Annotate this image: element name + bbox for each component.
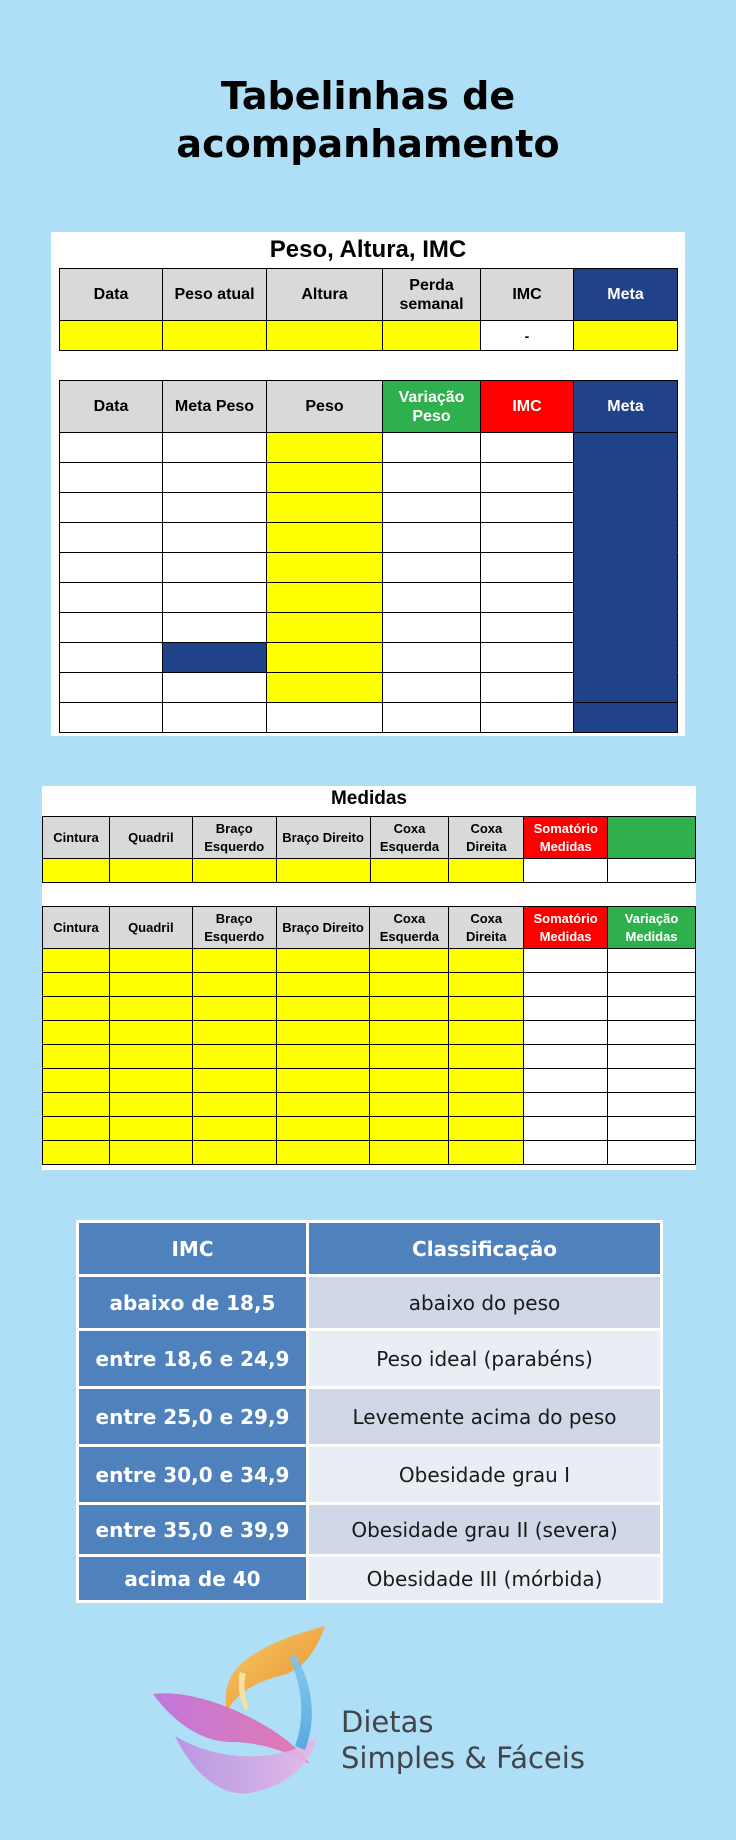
measures-log-result-cell [524, 1117, 608, 1141]
weight-log-cell [163, 703, 267, 733]
measures-log-result-cell [608, 1069, 696, 1093]
measures-summary-cell-cintura[interactable] [43, 859, 110, 883]
log-header-variacao-peso: Variação Peso [383, 381, 481, 433]
imc-class: Obesidade grau I [308, 1446, 662, 1504]
measures-log-input-cell[interactable] [276, 1069, 370, 1093]
imc-row [78, 1276, 662, 1330]
measures-log-input-cell[interactable] [192, 1069, 276, 1093]
brand-name [341, 1704, 585, 1776]
weight-log-cell-variacao-peso [383, 433, 481, 463]
summary-cell-altura[interactable] [267, 321, 383, 351]
measures-log-input-cell[interactable] [449, 973, 524, 997]
measures-summary-cell-somatorio [524, 859, 608, 883]
weight-log-cell-data [60, 523, 163, 553]
weight-log-cell-data [60, 463, 163, 493]
measures-log-input-cell[interactable] [449, 1069, 524, 1093]
measures-log-input-cell[interactable] [449, 1117, 524, 1141]
weight-log-row [60, 613, 678, 643]
measures-log-input-cell[interactable] [276, 1045, 370, 1069]
summary-header-meta: Meta [574, 269, 678, 321]
measures-log-input-cell[interactable] [109, 1021, 192, 1045]
summary-header-perda-semanal: Perda semanal [383, 269, 481, 321]
page-title-line-1: Tabelinhas de [220, 74, 516, 118]
weight-log-cell-data [60, 613, 163, 643]
weight-log-cell-peso[interactable] [267, 433, 383, 463]
measures-log-result-cell [608, 1117, 696, 1141]
weight-log-cell [383, 703, 481, 733]
weight-log-cell-variacao-peso [383, 673, 481, 703]
log-header-meta: Meta [574, 381, 678, 433]
measures-log-result-cell [524, 1045, 608, 1069]
measures-log-input-cell[interactable] [109, 1069, 192, 1093]
weight-log-cell-meta-peso [163, 613, 267, 643]
weight-log-cell-meta [574, 583, 678, 613]
measures-log-input-cell[interactable] [109, 1117, 192, 1141]
weight-log-cell-meta [574, 433, 678, 463]
weight-log-cell-variacao-peso [383, 553, 481, 583]
measures-summary-header-quadril: Quadril [109, 817, 192, 859]
weight-log-cell-variacao-peso [383, 493, 481, 523]
imc-row [78, 1446, 662, 1504]
log-header-meta-peso: Meta Peso [163, 381, 267, 433]
measures-log-input-cell[interactable] [192, 1117, 276, 1141]
measures-log-input-cell[interactable] [449, 997, 524, 1021]
measures-log-header-quadril: Quadril [109, 907, 192, 949]
measures-log-input-cell[interactable] [449, 1045, 524, 1069]
measures-log-input-cell[interactable] [43, 1021, 110, 1045]
measures-summary-header-braco-esquerdo: Braço Esquerdo [192, 817, 276, 859]
imc-class: Levemente acima do peso [308, 1388, 662, 1446]
measures-log-input-cell[interactable] [192, 997, 276, 1021]
brand-swoosh-icon [145, 1624, 345, 1814]
weight-log-row [60, 493, 678, 523]
measures-log-row [43, 1141, 696, 1165]
measures-log-input-cell[interactable] [370, 1117, 449, 1141]
weight-log-cell-imc [481, 613, 574, 643]
imc-row [78, 1330, 662, 1388]
weight-log-cell [574, 703, 678, 733]
weight-log-cell-variacao-peso [383, 523, 481, 553]
weight-log-cell-meta [574, 613, 678, 643]
measures-summary-header-cintura: Cintura [43, 817, 110, 859]
weight-log-cell-data [60, 673, 163, 703]
imc-class: Obesidade III (mórbida) [308, 1556, 662, 1602]
measures-log-input-cell[interactable] [192, 949, 276, 973]
log-header-data: Data [60, 381, 163, 433]
weight-log-cell-meta-peso [163, 523, 267, 553]
weight-log-cell-data [60, 433, 163, 463]
weight-log-cell [60, 703, 163, 733]
measures-log-header-cintura: Cintura [43, 907, 110, 949]
measures-log-row [43, 1117, 696, 1141]
measures-summary-header-coxa-direita: Coxa Direita [449, 817, 524, 859]
weight-log-cell-imc [481, 643, 574, 673]
weight-log-cell-peso[interactable] [267, 643, 383, 673]
measures-log-result-cell [608, 997, 696, 1021]
imc-range: entre 25,0 e 29,9 [78, 1388, 308, 1446]
brand-name-line-2: Simples & Fáceis [341, 1741, 585, 1775]
summary-header-altura: Altura [267, 269, 383, 321]
measures-log-input-cell[interactable] [109, 1093, 192, 1117]
measures-log-body [43, 949, 696, 1165]
measures-log-input-cell[interactable] [109, 1045, 192, 1069]
measures-log-input-cell[interactable] [43, 1093, 110, 1117]
measures-log-input-cell[interactable] [192, 1021, 276, 1045]
measures-log-result-cell [524, 949, 608, 973]
measures-log-input-cell[interactable] [370, 1069, 449, 1093]
measures-summary-cell-quadril[interactable] [109, 859, 192, 883]
measures-log-input-cell[interactable] [370, 1141, 449, 1165]
measures-log-input-cell[interactable] [43, 949, 110, 973]
weight-log-row [60, 553, 678, 583]
weight-log-row [60, 523, 678, 553]
weight-log-cell-peso[interactable] [267, 673, 383, 703]
weight-sheet-title: Peso, Altura, IMC [269, 236, 467, 263]
weight-log-cell-variacao-peso [383, 583, 481, 613]
measures-log-result-cell [524, 1093, 608, 1117]
measures-summary-cell-extra [608, 859, 696, 883]
measures-log-header-coxa-esquerda: Coxa Esquerda [370, 907, 449, 949]
measures-log-result-cell [524, 997, 608, 1021]
measures-log-input-cell[interactable] [276, 997, 370, 1021]
measures-log-input-cell[interactable] [449, 949, 524, 973]
measures-log-row [43, 1045, 696, 1069]
weight-log-cell-imc [481, 673, 574, 703]
summary-cell-peso-atual[interactable] [163, 321, 267, 351]
measures-tracking-sheet [42, 786, 696, 1170]
measures-log-result-cell [608, 1141, 696, 1165]
measures-log-input-cell[interactable] [370, 997, 449, 1021]
weight-log-cell [481, 703, 574, 733]
weight-log-cell-meta [574, 493, 678, 523]
measures-log-result-cell [608, 1045, 696, 1069]
weight-log-cell [267, 703, 383, 733]
measures-log-input-cell[interactable] [276, 1021, 370, 1045]
brand-name-line-1: Dietas [341, 1705, 434, 1739]
measures-log-header-coxa-direita: Coxa Direita [449, 907, 524, 949]
measures-log-input-cell[interactable] [370, 949, 449, 973]
weight-log-cell-imc [481, 433, 574, 463]
imc-range: entre 35,0 e 39,9 [78, 1504, 308, 1556]
measures-log-input-cell[interactable] [370, 973, 449, 997]
measures-log-result-cell [524, 1069, 608, 1093]
weight-log-cell-peso[interactable] [267, 463, 383, 493]
weight-log-cell-data [60, 583, 163, 613]
measures-log-input-cell[interactable] [370, 1021, 449, 1045]
measures-summary-header-blank [608, 817, 696, 859]
measures-log-input-cell[interactable] [276, 1141, 370, 1165]
measures-log-result-cell [608, 1093, 696, 1117]
measures-log-input-cell[interactable] [43, 1141, 110, 1165]
measures-log-row [43, 949, 696, 973]
measures-log-input-cell[interactable] [43, 973, 110, 997]
page-title [0, 72, 736, 168]
weight-log-row [60, 583, 678, 613]
measures-summary-table [42, 816, 696, 883]
summary-header-data: Data [60, 269, 163, 321]
weight-log-cell-peso[interactable] [267, 523, 383, 553]
measures-log-header-braco-esquerdo: Braço Esquerdo [192, 907, 276, 949]
weight-log-cell-meta-peso [163, 493, 267, 523]
measures-log-result-cell [608, 1021, 696, 1045]
imc-range: abaixo de 18,5 [78, 1276, 308, 1330]
measures-log-input-cell[interactable] [43, 1117, 110, 1141]
weight-log-cell-imc [481, 553, 574, 583]
imc-range: entre 18,6 e 24,9 [78, 1330, 308, 1388]
measures-log-input-cell[interactable] [449, 1093, 524, 1117]
page-title-line-2: acompanhamento [176, 122, 560, 166]
weight-log-row [60, 673, 678, 703]
weight-log-cell-data [60, 493, 163, 523]
weight-log-body [60, 433, 678, 733]
measures-summary-cell-braco-direito[interactable] [276, 859, 370, 883]
brand-logo [145, 1624, 685, 1814]
measures-log-header-variacao: Variação Medidas [608, 907, 696, 949]
measures-log-input-cell[interactable] [276, 1093, 370, 1117]
weight-tracking-sheet [51, 232, 685, 736]
weight-log-cell-imc [481, 523, 574, 553]
weight-log-cell-meta [574, 643, 678, 673]
imc-header-classificacao: Classificação [308, 1222, 662, 1276]
weight-log-cell-variacao-peso [383, 613, 481, 643]
imc-header-imc: IMC [78, 1222, 308, 1276]
weight-log-cell-meta-peso [163, 553, 267, 583]
summary-header-peso-atual: Peso atual [163, 269, 267, 321]
weight-log-cell-variacao-peso [383, 643, 481, 673]
measures-log-input-cell[interactable] [276, 973, 370, 997]
log-header-imc: IMC [481, 381, 574, 433]
measures-summary-cell-braco-esquerdo[interactable] [192, 859, 276, 883]
weight-log-cell-imc [481, 583, 574, 613]
weight-log-cell-data [60, 643, 163, 673]
weight-log-row [60, 643, 678, 673]
weight-log-cell-meta [574, 553, 678, 583]
measures-log-result-cell [524, 1141, 608, 1165]
measures-log-result-cell [524, 1021, 608, 1045]
measures-log-result-cell [608, 973, 696, 997]
measures-sheet-title: Medidas [330, 788, 408, 809]
measures-summary-header-braco-direito: Braço Direito [276, 817, 370, 859]
weight-log-cell-meta [574, 673, 678, 703]
log-header-peso: Peso [267, 381, 383, 433]
measures-log-input-cell[interactable] [449, 1021, 524, 1045]
imc-classification-table [76, 1220, 663, 1603]
weight-log-row [60, 703, 678, 733]
weight-log-cell-meta-peso [163, 673, 267, 703]
measures-log-input-cell[interactable] [370, 1093, 449, 1117]
weight-log-cell-meta-peso [163, 463, 267, 493]
measures-log-input-cell[interactable] [370, 1045, 449, 1069]
imc-class: abaixo do peso [308, 1276, 662, 1330]
measures-log-input-cell[interactable] [192, 973, 276, 997]
imc-range: entre 30,0 e 34,9 [78, 1446, 308, 1504]
summary-cell-imc: - [481, 321, 574, 351]
weight-log-cell-peso[interactable] [267, 613, 383, 643]
imc-row [78, 1388, 662, 1446]
measures-log-row [43, 1093, 696, 1117]
weight-log-cell-imc [481, 463, 574, 493]
measures-log-row [43, 1069, 696, 1093]
summary-cell-data[interactable] [60, 321, 163, 351]
summary-header-imc: IMC [481, 269, 574, 321]
measures-log-row [43, 997, 696, 1021]
summary-cell-perda-semanal[interactable] [383, 321, 481, 351]
weight-log-cell-meta-peso [163, 643, 267, 673]
imc-range: acima de 40 [78, 1556, 308, 1602]
measures-summary-header-somatorio: Somatório Medidas [524, 817, 608, 859]
weight-log-cell-variacao-peso [383, 463, 481, 493]
imc-row [78, 1504, 662, 1556]
measures-log-table [42, 906, 696, 1165]
weight-log-cell-imc [481, 493, 574, 523]
weight-log-cell-meta-peso [163, 433, 267, 463]
weight-log-cell-peso[interactable] [267, 493, 383, 523]
weight-log-row [60, 433, 678, 463]
measures-summary-header-coxa-esquerda: Coxa Esquerda [370, 817, 449, 859]
weight-log-cell-peso[interactable] [267, 583, 383, 613]
measures-log-row [43, 973, 696, 997]
measures-summary-cell-coxa-esquerda[interactable] [370, 859, 449, 883]
measures-log-input-cell[interactable] [192, 1045, 276, 1069]
measures-log-input-cell[interactable] [276, 949, 370, 973]
weight-log-cell-meta [574, 523, 678, 553]
imc-class: Peso ideal (parabéns) [308, 1330, 662, 1388]
measures-log-row [43, 1021, 696, 1045]
measures-log-input-cell[interactable] [192, 1141, 276, 1165]
measures-log-input-cell[interactable] [192, 1093, 276, 1117]
measures-summary-cell-coxa-direita[interactable] [449, 859, 524, 883]
measures-log-input-cell[interactable] [43, 1045, 110, 1069]
weight-log-row [60, 463, 678, 493]
measures-log-result-cell [524, 973, 608, 997]
measures-log-input-cell[interactable] [43, 997, 110, 1021]
imc-row [78, 1556, 662, 1602]
measures-log-input-cell[interactable] [109, 973, 192, 997]
measures-log-input-cell[interactable] [109, 997, 192, 1021]
weight-log-cell-meta [574, 463, 678, 493]
weight-summary-table [59, 268, 678, 351]
measures-log-header-somatorio: Somatório Medidas [524, 907, 608, 949]
measures-log-input-cell[interactable] [109, 1141, 192, 1165]
measures-log-input-cell[interactable] [109, 949, 192, 973]
measures-log-result-cell [608, 949, 696, 973]
measures-log-header-braco-direito: Braço Direito [276, 907, 370, 949]
weight-log-cell-data [60, 553, 163, 583]
weight-log-table [59, 380, 678, 733]
summary-cell-meta[interactable] [574, 321, 678, 351]
weight-log-cell-meta-peso [163, 583, 267, 613]
measures-log-input-cell[interactable] [43, 1069, 110, 1093]
measures-log-input-cell[interactable] [276, 1117, 370, 1141]
imc-class: Obesidade grau II (severa) [308, 1504, 662, 1556]
weight-log-cell-peso[interactable] [267, 553, 383, 583]
measures-log-input-cell[interactable] [449, 1141, 524, 1165]
